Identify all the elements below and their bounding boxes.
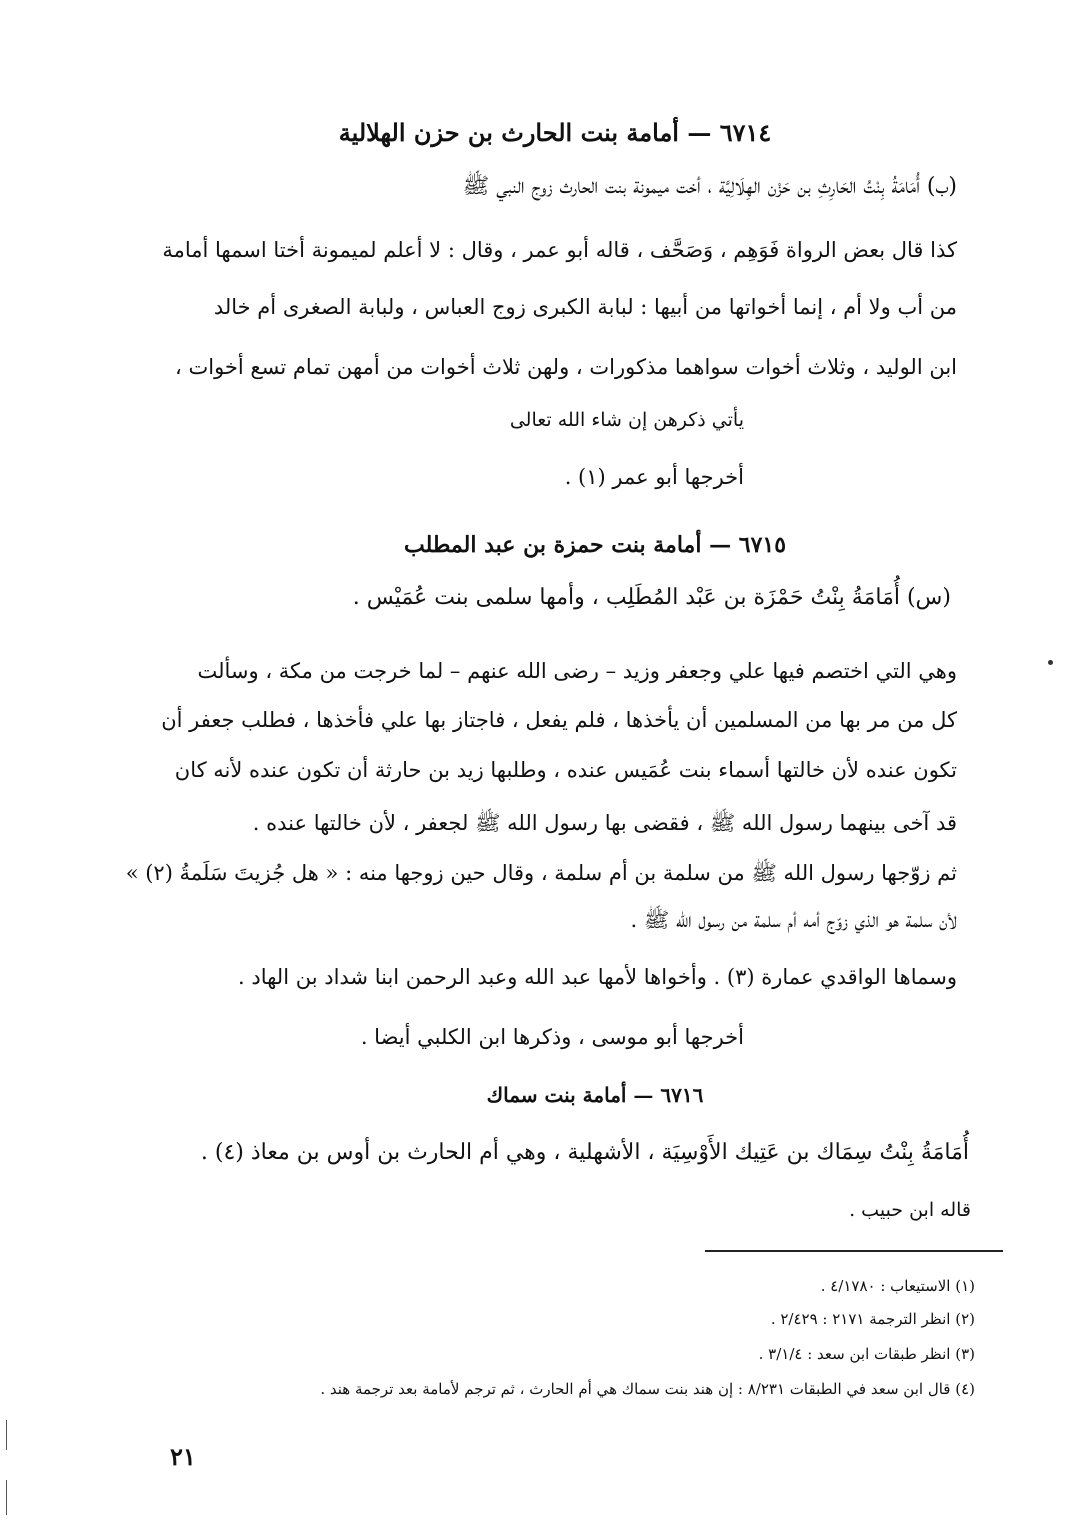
- entry-text-line: أُمَامَةُ بِنْتُ سِمَاك بن عَتِيك الأَوْسِيَة ، الأشهلية ، وهي أم الحارث بن أوس بن معاذ (٤) .: [200, 1140, 969, 1165]
- footnote: (١) الاستيعاب : ٤/١٧٨٠ .: [820, 1277, 975, 1295]
- entry-heading: ٦٧١٤ — أمامة بنت الحارث بن حزن الهلالية: [338, 118, 772, 147]
- footnote: (٢) انظر الترجمة ٢١٧١ : ٢/٤٢٩ .: [770, 1310, 975, 1328]
- entry-text-line: وسماها الواقدي عمارة (٣) . وأخواها لأمها عبد الله وعبد الرحمن ابنا شداد بن الهاد .: [238, 965, 957, 989]
- entry-text-line: وهي التي اختصم فيها علي وجعفر وزيد – رضى الله عنهم – لما خرجت من مكة ، وسألت: [197, 659, 957, 683]
- entry-text-line: كذا قال بعض الرواة فَوَهِم ، وَصَحَّف ، قاله أبو عمر ، وقال : لا أعلم لميمونة أختا اسمها أمامة: [162, 238, 957, 262]
- scan-mark: [1048, 660, 1053, 665]
- footnote: (٤) قال ابن سعد في الطبقات ٨/٢٣١ : إن هند بنت سماك هي أم الحارث ، ثم ترجم لأمامة بعد ترجمة هند .: [320, 1380, 975, 1398]
- footnote: (٣) انظر طبقات ابن سعد : ٣/١/٤ .: [758, 1345, 975, 1363]
- entry-text-line: كل من مر بها من المسلمين أن يأخذها ، فلم يفعل ، فاجتاز بها علي فأخذها ، فطلب جعفر أن: [161, 708, 957, 732]
- margin-line: [6, 1480, 7, 1515]
- entry-text-line: من أب ولا أم ، إنما أخواتها من أبيها : لبابة الكبرى زوج العباس ، ولبابة الصغرى أم خالد: [213, 295, 957, 319]
- entry-text-line: يأتي ذكرهن إن شاء الله تعالى: [509, 409, 744, 431]
- entry-text-line: قاله ابن حبيب .: [849, 1199, 971, 1221]
- entry-heading: ٦٧١٥ — أمامة بنت حمزة بن عبد المطلب: [403, 532, 787, 558]
- entry-source-line: أخرجها أبو عمر (١) .: [564, 465, 744, 489]
- entry-text-line: (ب) أُمَامَةُ بِنْتُ الحَارِثِ بن حَزْن الهِلَالِيَّة ، أخت ميمونة بنت الحارث زوج النبي ﷺ: [462, 174, 957, 199]
- entry-text-line: (س) أُمَامَةُ بِنْتُ حَمْزَة بن عَبْد المُطَلِب ، وأمها سلمى بنت عُمَيْس .: [352, 585, 951, 610]
- footnote-separator: [705, 1250, 1003, 1252]
- entry-text-line: لأن سلمة هو الذي زوّج أمه أم سلمة من رسول الله ﷺ .: [630, 908, 957, 932]
- entry-text-line: تكون عنده لأن خالتها أسماء بنت عُمَيس عنده ، وطلبها زيد بن حارثة أن تكون عنده لأنه كان: [174, 758, 957, 782]
- entry-text-line: ثم زوّجها رسول الله ﷺ من سلمة بن أم سلمة ، وقال حين زوجها منه : « هل جُزيتَ سَلَمةُ (٢) »: [125, 861, 957, 885]
- page-number: ٢١: [170, 1442, 196, 1471]
- entry-source-line: أخرجها أبو موسى ، وذكرها ابن الكلبي أيضا .: [360, 1025, 744, 1049]
- entry-text-line: ابن الوليد ، وثلاث أخوات سواهما مذكورات ، ولهن ثلاث أخوات من أمهن تمام تسع أخوات ،: [175, 355, 957, 379]
- margin-line: [6, 1420, 7, 1450]
- entry-text-line: قد آخى بينهما رسول الله ﷺ ، فقضى بها رسول الله ﷺ لجعفر ، لأن خالتها عنده .: [252, 811, 957, 835]
- entry-heading: ٦٧١٦ — أمامة بنت سماك: [486, 1083, 704, 1107]
